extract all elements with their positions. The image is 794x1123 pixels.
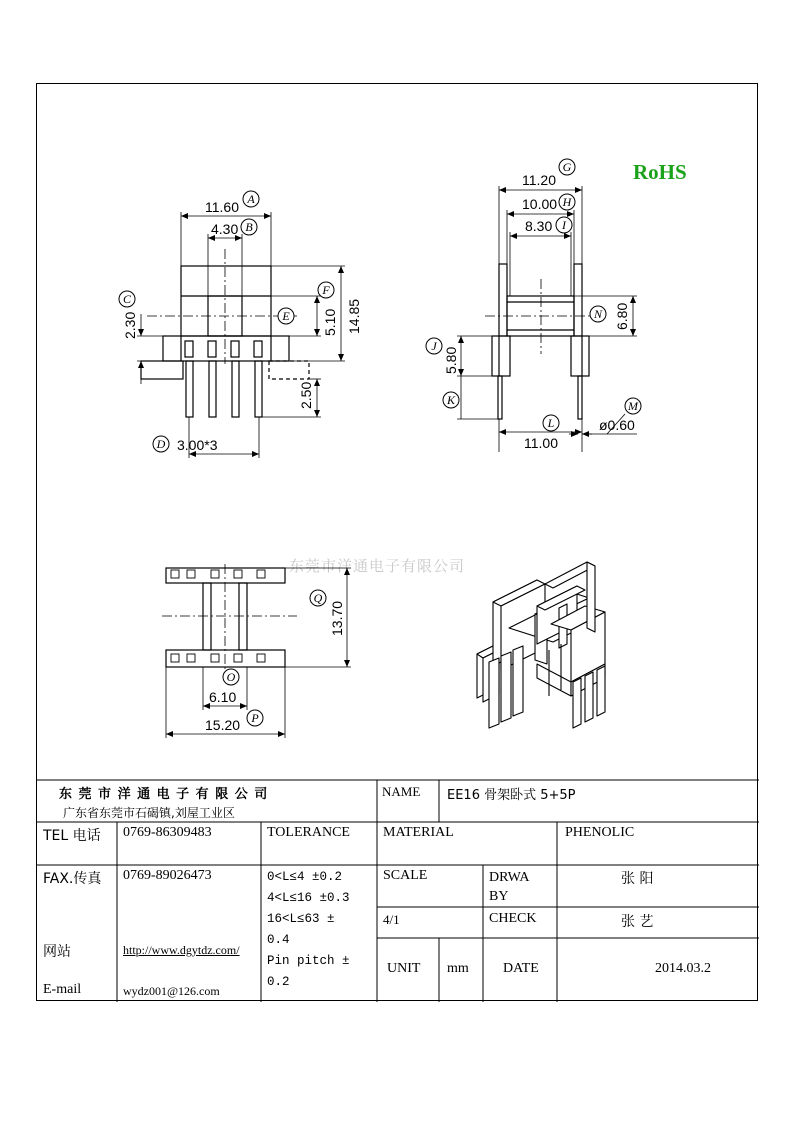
tolerance-line: 16<L≤63 ± (267, 912, 335, 926)
website-label: 网站 (43, 944, 71, 960)
date-value: 2014.03.2 (655, 961, 711, 976)
dim-i-label: 8.30 (525, 218, 553, 234)
dim-h-label: 10.00 (522, 196, 558, 212)
svg-text:F: F (322, 283, 330, 297)
bottom-top-flange (166, 568, 285, 583)
tolerance-line: 0.2 (267, 975, 290, 989)
dim-g-label: 2.50 (298, 381, 314, 409)
tolerance-values (267, 867, 359, 993)
front-flange-ext-right (269, 361, 309, 379)
dim-g-width-label: 11.20 (522, 172, 556, 188)
svg-text:A: A (247, 192, 255, 206)
dim-d-label: 3.00*3 (177, 437, 218, 453)
callout-h (559, 194, 575, 210)
dim-j-label: 5.80 (443, 346, 459, 374)
callout-a (243, 191, 259, 207)
company-address: 广东省东莞市石碣镇,刘屋工业区 (63, 806, 235, 820)
callout-i (556, 217, 572, 233)
check-label: CHECK (489, 911, 537, 926)
fax-label: FAX.传真 (43, 871, 102, 887)
callout-n (590, 306, 606, 322)
svg-text:O: O (226, 670, 236, 684)
svg-text:H: H (562, 195, 572, 209)
dim-a-label: 11.60 (205, 199, 239, 215)
unit-label: UNIT (387, 961, 421, 976)
bottom-bottom-flange (166, 650, 285, 667)
callout-q (310, 590, 326, 606)
dim-q-label: 13.70 (329, 600, 345, 636)
dim-e-label: 5.10 (322, 308, 338, 336)
tolerance-line: 0<L≤4 ±0.2 (267, 870, 343, 884)
callout-l (543, 415, 559, 431)
company-name: 东 莞 市 洋 通 电 子 有 限 公 司 (59, 787, 269, 802)
dim-l-label: 11.00 (524, 435, 558, 451)
callout-f (318, 282, 334, 298)
callout-p (247, 710, 263, 726)
drawing-sheet (36, 83, 758, 1001)
front-view (137, 212, 345, 458)
email-value[interactable]: wydz001@126.com (123, 984, 220, 998)
dim-m-label: ø0.60 (599, 417, 635, 433)
callout-c (119, 291, 135, 307)
email-label: E-mail (43, 982, 82, 997)
tolerance-line: Pin pitch ± (267, 954, 350, 968)
side-right-flange (574, 264, 582, 336)
svg-text:D: D (156, 437, 166, 451)
svg-text:L: L (547, 416, 555, 430)
svg-text:E: E (282, 309, 290, 323)
bottom-core-right (239, 583, 247, 650)
drawn-by-label: DRWA BY (489, 870, 529, 904)
rohs-mark: RoHS (633, 160, 687, 184)
side-left-pin (498, 376, 502, 419)
tolerance-line: 4<L≤16 ±0.3 (267, 891, 350, 905)
tolerance-line: 0.4 (267, 933, 290, 947)
front-flange (163, 336, 289, 361)
svg-text:N: N (593, 307, 603, 321)
scale-value: 4/1 (383, 912, 400, 927)
callout-o (223, 669, 239, 685)
dim-b-label: 4.30 (211, 221, 239, 237)
side-right-pin (578, 376, 582, 419)
side-right-foot (571, 336, 589, 376)
svg-text:P: P (251, 711, 259, 725)
svg-text:B: B (245, 220, 253, 234)
svg-text:K: K (446, 393, 456, 407)
drawn-by-value: 张 阳 (621, 871, 654, 887)
technical-drawing (37, 84, 759, 1002)
dim-n-label: 6.80 (614, 302, 630, 330)
front-flange-ext (141, 361, 183, 379)
svg-text:Q: Q (313, 591, 323, 605)
callout-b (241, 219, 257, 235)
tolerance-label: TOLERANCE (267, 825, 350, 840)
check-value: 张 艺 (621, 914, 654, 930)
tel-label: TEL 电话 (43, 828, 101, 844)
dim-p-label: 15.20 (205, 717, 241, 733)
callout-m (625, 398, 641, 414)
side-left-flange (499, 264, 507, 336)
callout-e (278, 308, 294, 324)
tel-value: 0769-86309483 (123, 825, 212, 840)
dim-f-label: 14.85 (346, 298, 362, 334)
dim-o-label: 6.10 (209, 689, 237, 705)
bottom-core-left (203, 583, 211, 650)
material-label: MATERIAL (383, 825, 454, 840)
callout-j (426, 338, 442, 354)
front-body-outline (181, 266, 271, 336)
unit-value: mm (447, 961, 469, 976)
svg-text:M: M (628, 399, 638, 413)
scale-label: SCALE (383, 868, 428, 883)
name-label: NAME (382, 784, 421, 799)
callout-g (559, 159, 575, 175)
product-name: EE16 骨架卧式 5+5P (447, 788, 576, 803)
svg-text:G: G (562, 160, 572, 174)
watermark: 东莞市洋通电子有限公司 (289, 557, 466, 575)
svg-text:C: C (122, 292, 132, 306)
website-link[interactable]: http://www.dgytdz.com/ (123, 943, 240, 957)
front-pins (185, 341, 262, 417)
side-left-foot (492, 336, 510, 376)
callout-d (153, 436, 169, 452)
isometric-view (477, 562, 605, 728)
callout-k (443, 392, 459, 408)
svg-text:I: I (562, 218, 566, 232)
date-label: DATE (503, 961, 539, 976)
material-value: PHENOLIC (565, 825, 635, 840)
svg-text:J: J (431, 339, 437, 353)
fax-value: 0769-89026473 (123, 868, 212, 883)
dim-c-label: 2.30 (122, 311, 138, 339)
